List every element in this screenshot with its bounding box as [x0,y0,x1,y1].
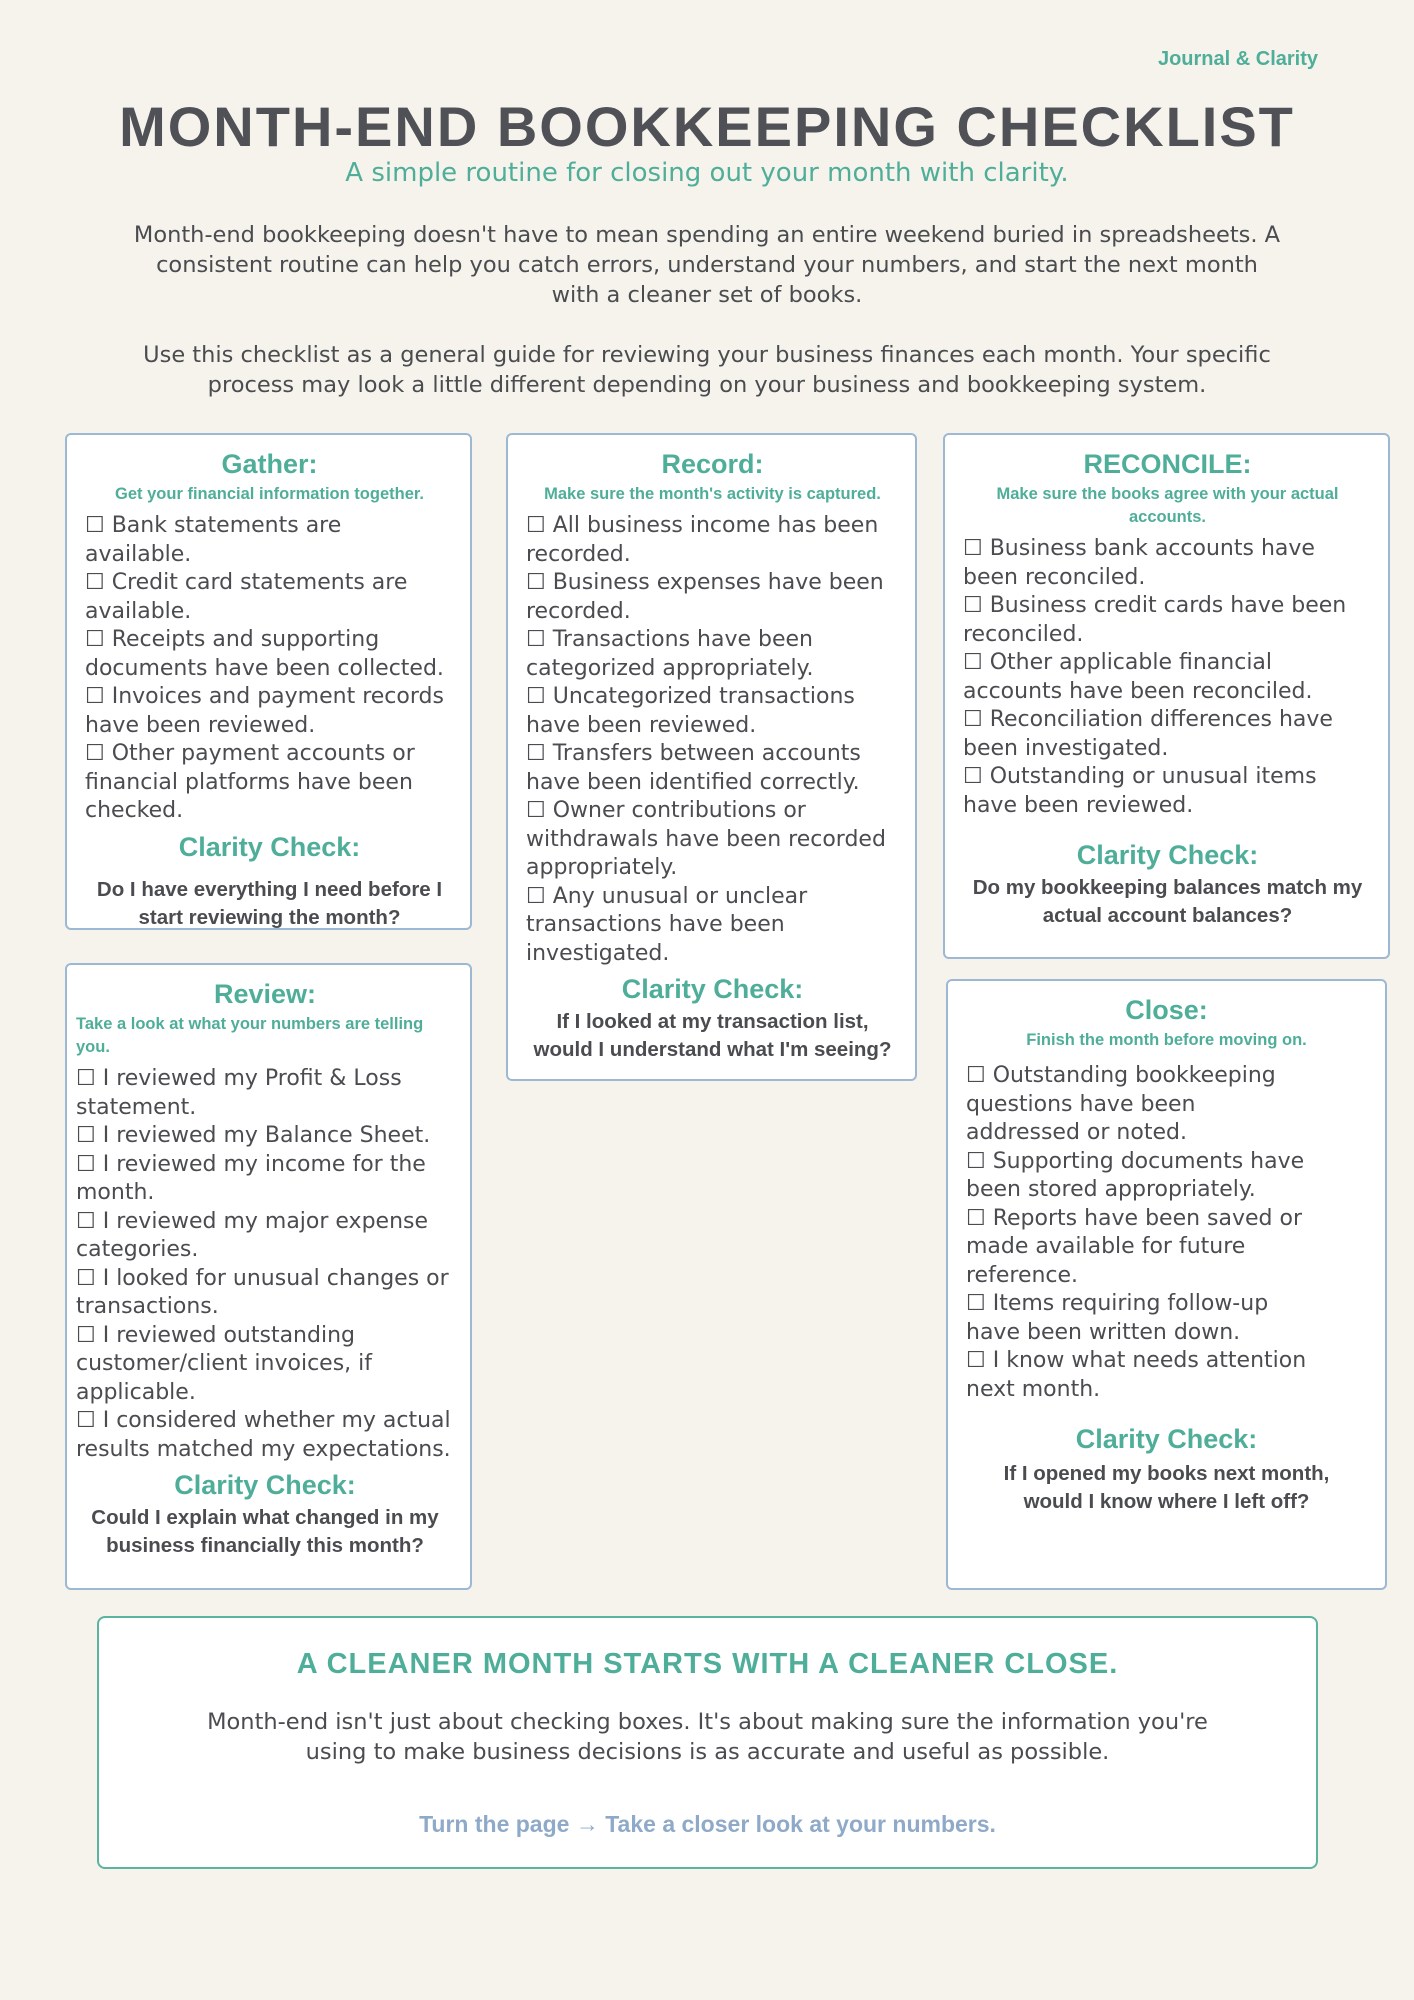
checklist-item[interactable]: ☐ Reports have been saved or made available for future reference. [966,1205,1303,1288]
checklist-item[interactable]: ☐ I reviewed my income for the month. [76,1151,426,1205]
intro-paragraph-1: Month-end bookkeeping doesn't have to mean spending an entire weekend buried in spreadsheets. A consistent routine can help you catch errors, understand your numbers, and start the next month with a cleaner set of books. [133,222,1281,308]
page-subtitle: A simple routine for closing out your month with clarity. [345,158,1069,188]
card-title: Close: [1125,995,1208,1025]
checklist-item[interactable]: ☐ Outstanding or unusual items have been reviewed. [963,764,1317,818]
checklist-item[interactable]: ☐ Bank statements are available. [85,513,342,567]
card-title: Record: [661,449,764,479]
page-title: MONTH-END BOOKKEEPING CHECKLIST [119,95,1295,158]
checklist-item[interactable]: ☐ Owner contributions or withdrawals have been recorded appropriately. [526,798,886,880]
checklist-item[interactable]: ☐ Business expenses have been recorded. [526,570,884,624]
brand-name: Journal & Clarity [1157,48,1318,70]
card-subtitle: Take a look at what your numbers are telling you. [76,1015,424,1056]
clarity-check-title: Clarity Check: [1076,840,1259,870]
checklist-item[interactable]: ☐ Other applicable financial accounts have been reconciled. [963,650,1313,704]
checklist-item[interactable]: ☐ Business bank accounts have been reconciled. [963,536,1315,590]
clarity-check-title: Clarity Check: [178,831,361,862]
checklist-item[interactable]: ☐ I reviewed my Profit & Loss statement. [76,1066,402,1120]
checklist-item[interactable]: ☐ Invoices and payment records have been reviewed. [85,684,444,738]
checklist-item[interactable]: ☐ I reviewed my Balance Sheet. [76,1123,431,1148]
card-title: RECONCILE: [1083,449,1252,479]
clarity-check-title: Clarity Check: [174,1470,356,1500]
clarity-check-question: Do I have everything I need before I start reviewing the month? [96,877,443,929]
checklist-item[interactable]: ☐ Supporting documents have been stored appropriately. [966,1148,1305,1202]
checklist [526,512,899,968]
closing-callout [97,1616,1318,1869]
turn-page-link[interactable]: Turn the page → Take a closer look at your numbers. [419,1811,996,1837]
checklist [85,512,454,826]
checklist-item[interactable]: ☐ Other payment accounts or financial platforms have been checked. [85,741,415,823]
checklist-item[interactable]: ☐ Reconciliation differences have been investigated. [963,707,1333,761]
checklist-item[interactable]: ☐ All business income has been recorded. [526,513,879,567]
clarity-check-question: Do my bookkeeping balances match my actual account balances? [972,876,1363,927]
checklist [963,535,1372,820]
clarity-check-title: Clarity Check: [1075,1424,1258,1454]
checklist-item[interactable]: ☐ Items requiring follow-up have been written down. [966,1291,1269,1345]
checklist-item[interactable]: ☐ Any unusual or unclear transactions have been investigated. [526,883,808,966]
checklist-item[interactable]: ☐ I looked for unusual changes or transactions. [76,1265,449,1319]
review-card [65,963,472,1590]
checklist-item[interactable]: ☐ I reviewed outstanding customer/client invoices, if applicable. [76,1322,373,1405]
checklist-item[interactable]: ☐ Receipts and supporting documents have been collected. [85,627,444,681]
intro-paragraph-2: Use this checklist as a general guide for reviewing your business finances each month. Your specific process may look a little different depending on your business and bookkeeping system. [143,342,1271,398]
checklist [966,1062,1315,1404]
card-subtitle: Get your financial information together. [115,485,424,503]
checklist-item[interactable]: ☐ I know what needs attention next month. [966,1348,1307,1402]
checklist-item[interactable]: ☐ I reviewed my major expense categories. [76,1208,429,1262]
callout-body: Month-end isn't just about checking boxes. It's about making sure the information you're using to make business decisions is as accurate and useful as possible. [207,1709,1208,1765]
card-title: Gather: [221,449,318,479]
clarity-check-question: If I looked at my transaction list, would I understand what I'm seeing? [533,1010,892,1061]
checklist-item[interactable]: ☐ Business credit cards have been reconciled. [963,593,1347,647]
card-title: Review: [213,979,317,1009]
checklist-item[interactable]: ☐ Transfers between accounts have been identified correctly. [526,741,861,795]
checklist-item[interactable]: ☐ I considered whether my actual results matched my expectations. [76,1408,451,1462]
callout-title: A CLEANER MONTH STARTS WITH A CLEANER CLOSE. [296,1648,1119,1680]
reconcile-card [943,433,1390,959]
checklist-item[interactable]: ☐ Outstanding bookkeeping questions have been addressed or noted. [966,1063,1276,1145]
checklist-item[interactable]: ☐ Transactions have been categorized appropriately. [526,627,814,681]
record-card [506,433,917,1081]
clarity-check-question: Could I explain what changed in my business financially this month? [91,1506,439,1557]
clarity-check-question: If I opened my books next month, would I know where I left off? [1003,1462,1330,1513]
checklist-item[interactable]: ☐ Uncategorized transactions have been reviewed. [526,684,855,738]
checklist-item[interactable]: ☐ Credit card statements are available. [85,570,408,624]
clarity-check-title: Clarity Check: [621,974,804,1004]
card-subtitle: Finish the month before moving on. [1026,1031,1307,1049]
checklist [76,1065,454,1464]
close-card [946,979,1387,1590]
card-subtitle: Make sure the books agree with your actual accounts. [996,485,1339,526]
gather-card [65,433,472,930]
card-subtitle: Make sure the month's activity is captured. [544,485,881,503]
